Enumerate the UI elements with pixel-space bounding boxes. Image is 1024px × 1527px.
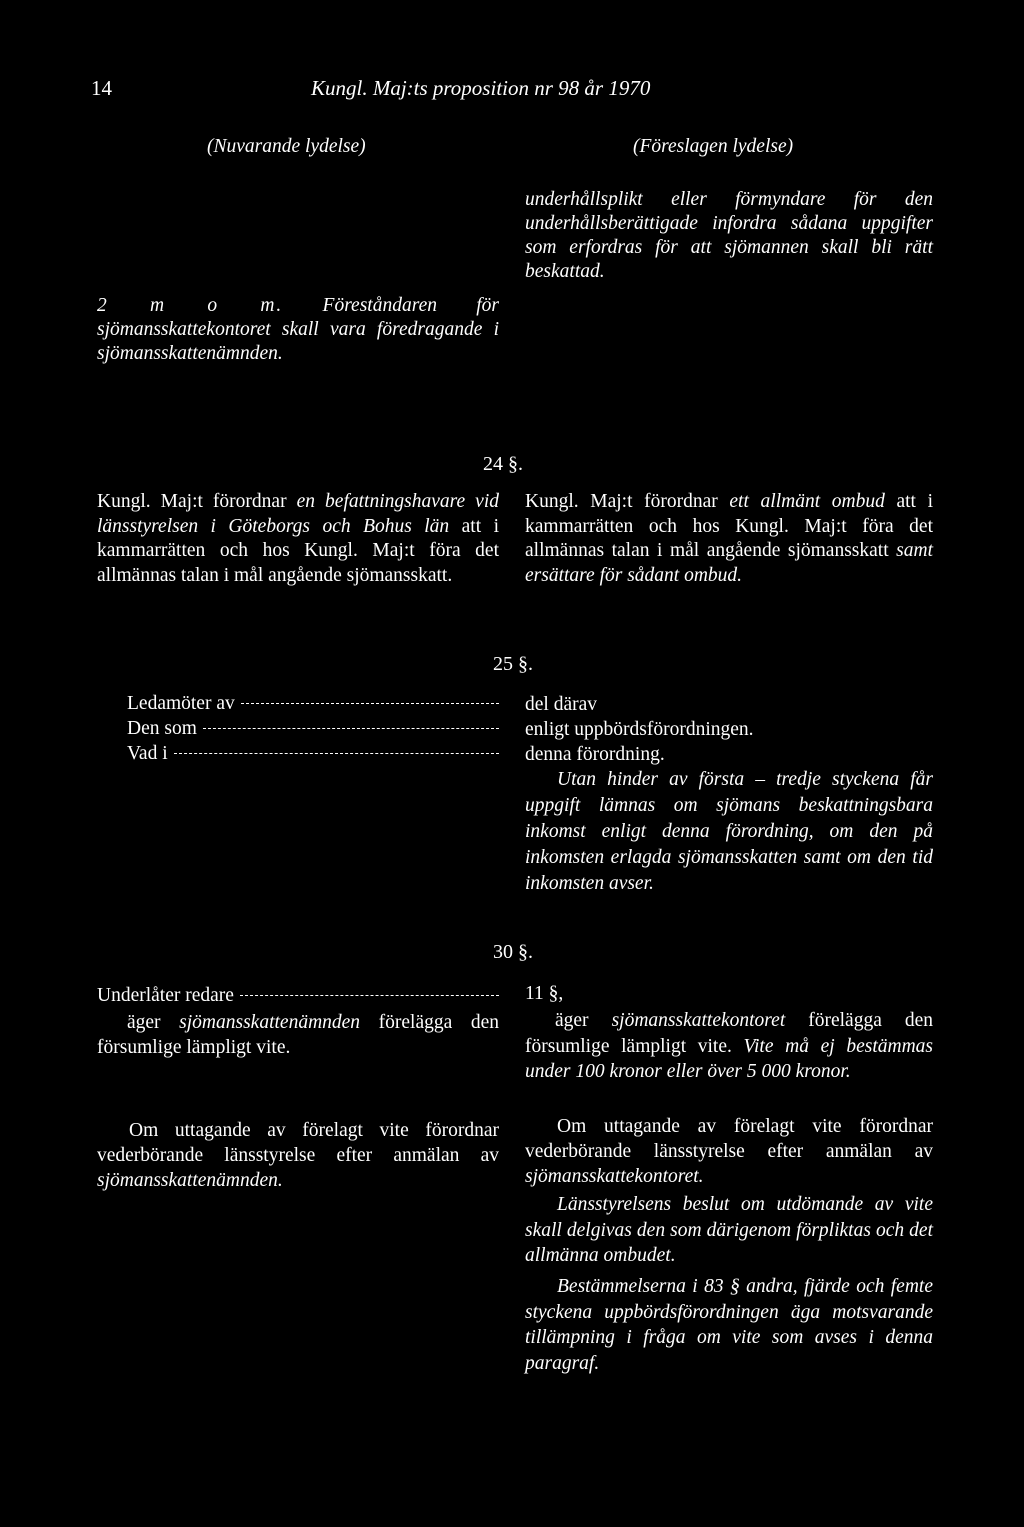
row-label: Den som <box>127 718 197 739</box>
left-mom-paragraph <box>97 294 499 366</box>
right-section-30-paragraph-3: Länsstyrelsens beslut om utdömande av vite skall delgivas den som därigenom förpliktas och det allmänna ombudet. <box>525 1194 933 1266</box>
section-30-number: 30 §. <box>493 941 533 963</box>
left-section-30-row <box>97 984 499 1009</box>
text-plain: Om uttagande av förelagt vite förordnar vederbörande länsstyrelse efter anmälan av <box>97 1120 499 1166</box>
omitted-row <box>127 692 499 716</box>
section-25-number: 25 §. <box>493 653 533 675</box>
left-column-heading: (Nuvarande lydelse) <box>207 136 366 157</box>
left-section-25-rows <box>127 692 499 767</box>
page-number: 14 <box>91 76 112 100</box>
row-text: enligt uppbördsförordningen. <box>525 719 754 740</box>
left-section-30-paragraph-1 <box>97 1010 499 1060</box>
omitted-row <box>127 717 499 741</box>
text-plain: äger <box>127 1012 161 1033</box>
omission-dashes <box>203 728 499 729</box>
text-plain: Kungl. Maj:t förordnar <box>97 491 287 512</box>
mom-text: Föreståndaren för sjömansskattekontoret skall vara föredragande i sjömansskattenämnden. <box>97 295 499 364</box>
right-section-30-paragraph-1 <box>525 1008 933 1085</box>
text-plain: Kungl. Maj:t förordnar <box>525 491 718 512</box>
text-plain: förelägga den försumlige lämpligt vite. <box>525 1010 934 1057</box>
left-section-24-text <box>97 490 499 588</box>
omission-dashes <box>174 753 499 754</box>
right-section-25-paragraph: Utan hinder av första – tredje styckena får uppgift lämnas om sjömans beskattningsbara inkomst enligt denna förordning, om den på inkomsten erlagda sjömansskatten samt om den tid inkomsten avser. <box>525 769 933 894</box>
row-label: Underlåter redare <box>97 985 234 1006</box>
right-section-25-rows <box>525 692 933 767</box>
text-italic: ett allmänt ombud <box>729 491 885 512</box>
text-italic: en befattningshavare vid länsstyrelsen i Göteborgs och Bohus län <box>97 491 499 537</box>
omitted-row <box>97 984 499 1008</box>
omission-dashes <box>241 703 499 704</box>
omission-dashes <box>240 995 499 996</box>
row-text: del därav <box>525 694 598 715</box>
row-label: Ledamöter av <box>127 693 235 714</box>
text-plain: att i kammarrätten och hos Kungl. Maj:t föra det allmännas talan i mål angående sjömansskatt. <box>97 515 499 586</box>
text-italic: Vite må ej bestämmas under 100 kronor eller över 5 000 kronor. <box>525 1035 934 1082</box>
text-italic: samt ersättare för sådant ombud. <box>525 540 933 586</box>
text-plain: Om uttagande av förelagt vite förordnar vederbörande länsstyrelse efter anmälan av <box>525 1116 933 1162</box>
running-title: Kungl. Maj:ts proposition nr 98 år 1970 <box>311 76 651 100</box>
text-plain: att i kammarrätten och hos Kungl. Maj:t föra det allmännas talan i mål angående sjömansskatt <box>525 491 934 561</box>
text-italic: sjömansskattekontoret <box>611 1010 786 1031</box>
right-top-paragraph: underhållsplikt eller förmyndare för den underhållsberättigade infordra sådana uppgifter som erfordras för att sjömannen skall bli rätt beskattad. <box>525 189 933 282</box>
left-section-30-paragraph-2 <box>97 1118 499 1193</box>
row-label: Vad i <box>127 743 168 764</box>
text-italic: sjömansskattekontoret. <box>525 1166 704 1187</box>
mom-label: 2 m o m. <box>97 295 284 316</box>
right-section-30-reference: 11 §, <box>525 983 564 1004</box>
text-plain: äger <box>555 1010 589 1031</box>
text-italic: sjömansskattenämnden <box>179 1012 361 1033</box>
text-plain: förelägga den försumlige lämpligt vite. <box>97 1012 500 1058</box>
omitted-row <box>127 742 499 766</box>
right-section-30-paragraph-2 <box>525 1114 933 1189</box>
right-column-heading: (Föreslagen lydelse) <box>633 136 794 157</box>
row-text: denna förordning. <box>525 744 665 765</box>
right-section-30-paragraph-4: Bestämmelserna i 83 § andra, fjärde och femte styckena uppbördsförordningen äga motsvarande tillämpning i fråga om vite som avses i denna paragraf. <box>525 1276 933 1374</box>
text-italic: sjömansskattenämnden. <box>97 1170 283 1191</box>
right-section-24-text <box>525 490 933 588</box>
section-24-number: 24 §. <box>483 453 523 475</box>
